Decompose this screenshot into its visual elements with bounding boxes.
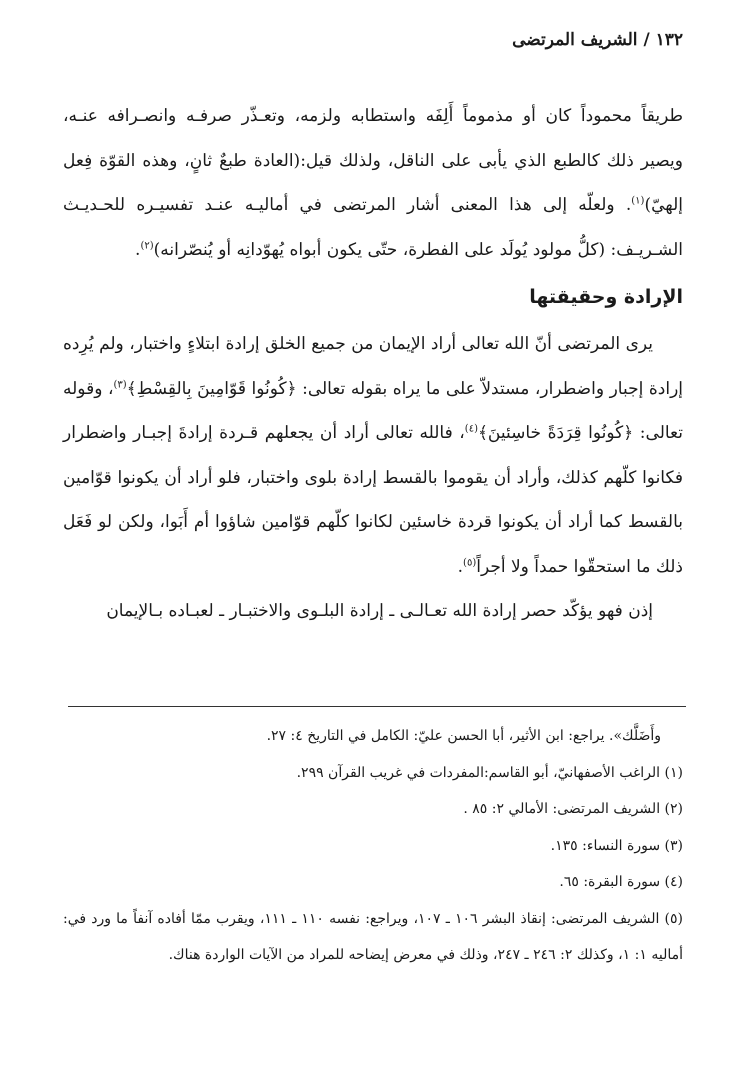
footnote-5: (٥) الشريف المرتضى: إنقاذ البشر ١٠٦ ـ ١٠٧، ويراجع: نفسه ١١٠ ـ ١١١، ويقرب ممّا أفاده آنفاً ما ورد في: أماليه ١: ١، وكذلك ٢: ٢٤٦ ـ ٢٤٧، وذلك في معرض إيضاحه للمراد من الآيات الواردة هناك. [63, 910, 683, 963]
footnote-3: (٣) سورة النساء: ١٣٥. [550, 837, 683, 854]
main-text [63, 94, 683, 634]
header-separator: / [643, 30, 650, 50]
paragraph-1: طريقاً محموداً كان أو مذموماً أَلِفَه واستطابه ولزمه، وتعـذّر صرفـه وانصـرافه عنـه، ويصير ذلك كالطبع الذي يأبى على الناقل، ولذلك قيل:(العادة طبعٌ ثانٍ، وهذه القوّة فِعل إلهيّ)$^{(١)}$. ولعلّه إلى هذا المعنى أشار المرتضى في أماليـه عنـد تفسيـره للحـديـث الشـريـف: (كلُّ مولود يُولَد على الفطرة، حتّى يكون أبواه يُهوّدانِه أو يُنصّرانه)$^{(٢)}$. [63, 106, 683, 260]
footnotes [63, 718, 683, 974]
footnote-continuation: وأَضَلَّك». يراجع: ابن الأثير، أبا الحسن عليّ: الكامل في التاريخ ٤: ٢٧. [266, 728, 661, 744]
footnote-ref-3: (٣) [113, 378, 127, 390]
page-header [512, 30, 683, 50]
footnote-2: (٢) الشريف المرتضى: الأمالي ٢: ٨٥ . [463, 801, 683, 817]
footnote-4: (٤) سورة البقرة: ٦٥. [559, 874, 683, 890]
footnote-divider [68, 706, 686, 707]
page-number: ١٣٢ [655, 30, 683, 50]
paragraph-3: إذن فهو يؤكّد حصر إرادة الله تعـالـى ـ إرادة البلـوى والاختبـار ـ لعبـاده بـالإيمان [106, 601, 653, 621]
section-heading: الإرادة وحقيقتها [529, 286, 683, 308]
footnote-1: (١) الراغب الأصفهانيّ، أبو القاسم:المفردات في غريب القرآن ٢٩٩. [296, 764, 683, 781]
paragraph-2: يرى المرتضى أنّ الله تعالى أراد الإيمان من جميع الخلق إرادة ابتلاءٍ واختبار، ولم يُرِده إرادة إجبار واضطرار، مستدلاّ على ما يراه بقوله تعالى: ﴿كُونُوا قَوّامِينَ بِالقِسْطِ﴾$^{(٣)}$، وقوله تعالى: ﴿كُونُوا قِرَدَةً خاسِئينَ﴾$^{(٤)}$، فالله تعالى أراد أن يجعلهم قـردة إرادةَ إجبـار واضطرار فكانوا كلّهم كذلك، وأراد أن يقوموا بالقسط إرادة بلوى واختبار، فلو أراد أن يكونوا قوّامين بالقسط كما أراد أن يكونوا قردة خاسئين لكانوا كلّهم قوّامين شاؤوا أم أَبَوا، ولكن لو فَعَل ذلك ما استحقّوا حمداً ولا أجراً$^{(٥)}$. [63, 334, 684, 577]
footnote-ref-2: (٢) [140, 239, 154, 251]
footnote-ref-5: (٥) [463, 556, 477, 568]
book-title: الشريف المرتضى [512, 30, 638, 50]
footnote-ref-1: (١) [631, 195, 645, 207]
footnote-ref-4: (٤) [464, 423, 478, 435]
